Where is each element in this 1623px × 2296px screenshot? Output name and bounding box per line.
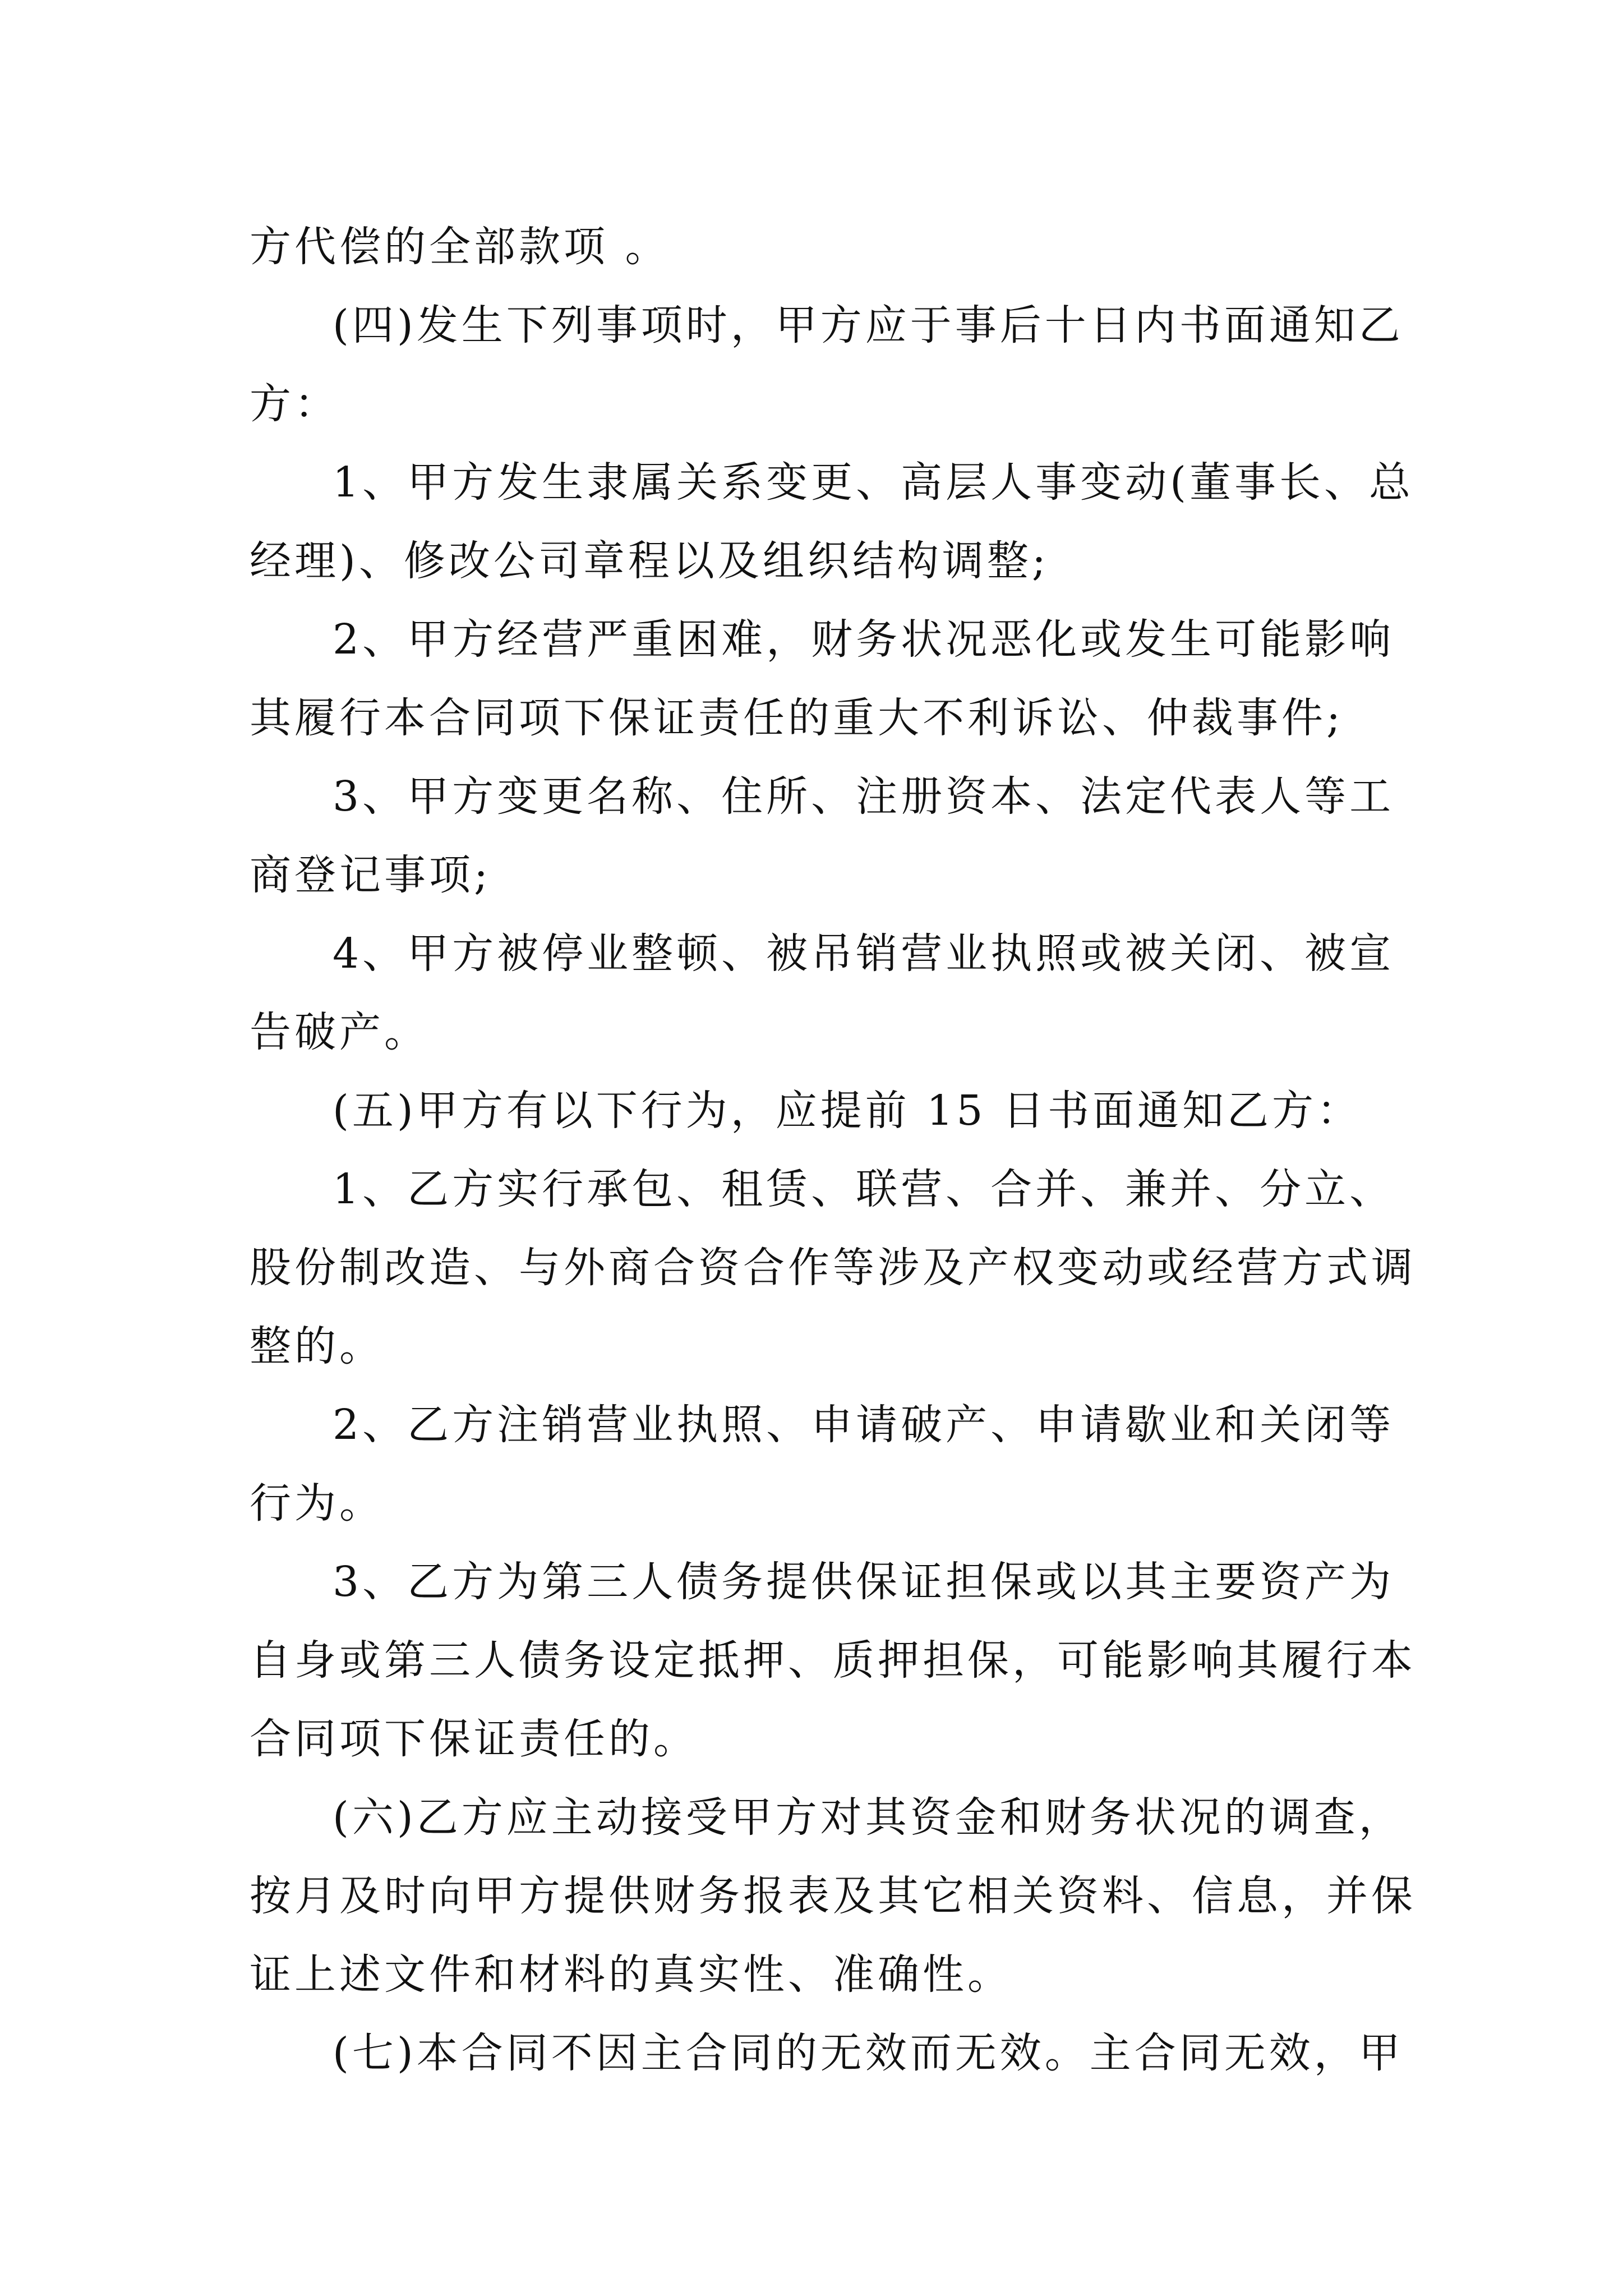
text-line-3: 方： [250, 380, 339, 428]
text-line-14: 股份制改造、与外商合资合作等涉及产权变动或经营方式调 [250, 1244, 1416, 1292]
text-line-7: 其履行本合同项下保证责任的重大不利诉讼、仲裁事件; [250, 694, 1344, 742]
text-line-6: 2、甲方经营严重困难，财务状况恶化或发生可能影响 [333, 615, 1395, 664]
text-line-16: 2、乙方注销营业执照、申请破产、申请歇业和关闭等 [333, 1401, 1395, 1449]
text-line-24: (七)本合同不因主合同的无效而无效。主合同无效，甲 [333, 2029, 1404, 2077]
text-line-20: 合同项下保证责任的。 [250, 1715, 698, 1763]
text-line-10: 4、甲方被停业整顿、被吊销营业执照或被关闭、被宣 [333, 930, 1395, 978]
text-line-22: 按月及时向甲方提供财务报表及其它相关资料、信息，并保 [250, 1872, 1416, 1920]
text-line-12: (五)甲方有以下行为，应提前 15 日书面通知乙方： [333, 1087, 1362, 1135]
text-line-5: 经理)、修改公司章程以及组织结构调整; [250, 537, 1049, 585]
text-line-23: 证上述文件和材料的真实性、准确性。 [250, 1950, 1012, 1999]
text-line-13: 1、乙方实行承包、租赁、联营、合并、兼并、分立、 [333, 1165, 1395, 1213]
text-line-21: (六)乙方应主动接受甲方对其资金和财务状况的调查， [333, 1793, 1404, 1842]
text-line-2: (四)发生下列事项时，甲方应于事后十日内书面通知乙 [333, 301, 1404, 349]
text-line-11: 告破产。 [250, 1008, 429, 1056]
text-line-4: 1、甲方发生隶属关系变更、高层人事变动(董事长、总 [333, 458, 1414, 507]
text-line-9: 商登记事项; [250, 851, 491, 899]
text-line-19: 自身或第三人债务设定抵押、质押担保，可能影响其履行本 [250, 1636, 1416, 1685]
text-line-17: 行为。 [250, 1479, 384, 1527]
text-line-18: 3、乙方为第三人债务提供保证担保或以其主要资产为 [333, 1558, 1395, 1606]
text-line-15: 整的。 [250, 1322, 384, 1370]
text-line-1: 方代偿的全部款项 。 [250, 223, 670, 271]
text-line-8: 3、甲方变更名称、住所、注册资本、法定代表人等工 [333, 772, 1395, 821]
